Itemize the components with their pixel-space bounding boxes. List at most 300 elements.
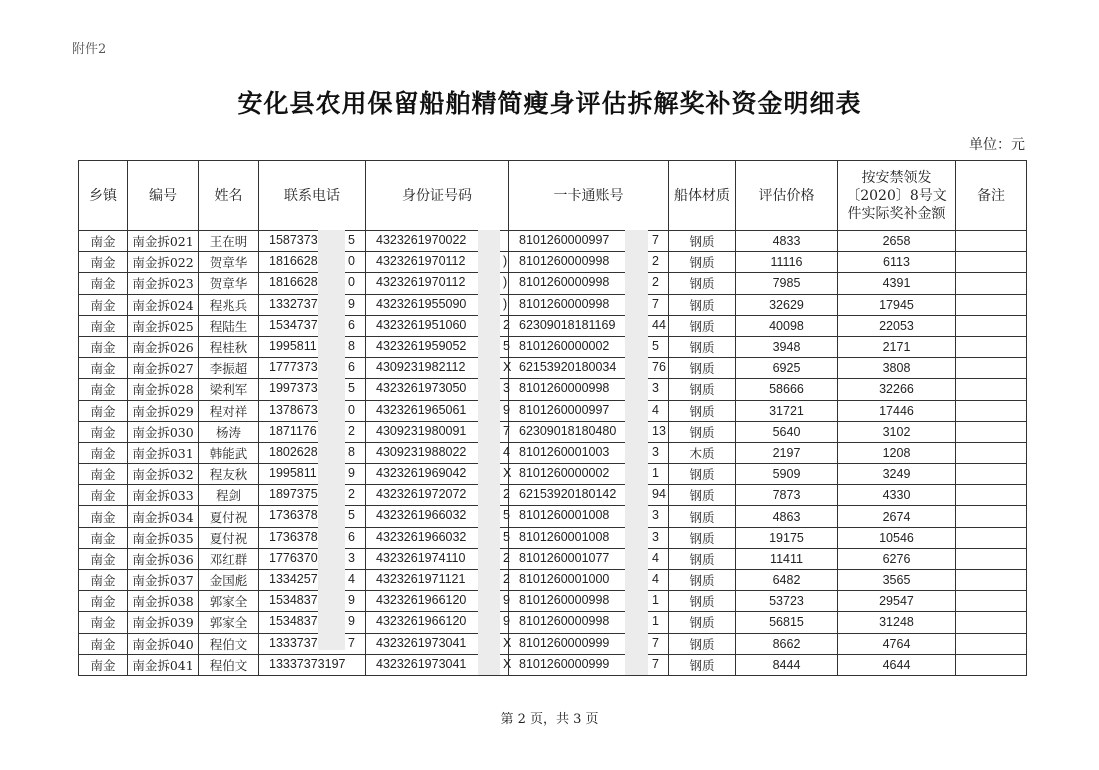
table-row [79,231,1027,252]
cell-note [956,294,1027,315]
idcard-visible-part: 4323261973041 [376,656,467,671]
table-row [79,442,1027,463]
cell-award: 6276 [838,548,956,569]
header-phone: 联系电话 [259,161,366,231]
award-table-container [78,160,1026,676]
cell-phone [259,231,366,252]
idcard-tail-part: 2 [503,550,510,565]
cell-price: 19175 [736,527,838,548]
cell-id: 南金拆021 [128,231,199,252]
cell-note [956,633,1027,654]
cell-id: 南金拆038 [128,591,199,612]
account-visible-part: 8101260001000 [519,572,610,586]
table-row [79,379,1027,400]
cell-name: 程兆兵 [199,294,259,315]
cell-material: 钢质 [669,273,736,294]
cell-phone [259,421,366,442]
cell-name: 邓红群 [199,548,259,569]
header-row [79,161,1027,231]
account-tail-part: 76 [652,360,666,375]
cell-town: 南金 [79,485,128,506]
idcard-tail-part: 9 [503,593,510,608]
idcard-tail-part: X [503,466,512,481]
account-tail-part: 7 [652,233,659,247]
cell-note [956,400,1027,421]
account-visible-part: 8101260000002 [519,466,610,481]
phone-tail-part: 5 [348,233,355,247]
idcard-visible-part: 4323261959052 [376,338,467,353]
cell-phone [259,464,366,485]
idcard-tail-part: 2 [503,317,510,332]
idcard-tail-part: ) [503,296,508,311]
cell-note [956,273,1027,294]
cell-award: 4644 [838,654,956,675]
idcard-visible-part: 4323261970112 [376,275,466,290]
cell-material: 钢质 [669,506,736,527]
cell-material: 钢质 [669,421,736,442]
account-visible-part: 8101260000998 [519,614,610,629]
cell-phone [259,570,366,591]
cell-award: 2658 [838,231,956,252]
cell-award: 17446 [838,400,956,421]
idcard-visible-part: 4323261966120 [376,593,467,608]
table-row [79,464,1027,485]
phone-visible-part: 13337373197 [269,656,346,671]
cell-price: 11116 [736,252,838,273]
cell-award: 29547 [838,591,956,612]
phone-tail-part: 6 [348,529,355,544]
phone-visible-part: 1816628 [269,254,318,269]
phone-visible-part: 1897375 [269,487,318,502]
idcard-tail-part: 9 [503,614,510,629]
account-tail-part: 4 [652,402,659,417]
cell-price: 31721 [736,400,838,421]
account-tail-part: 7 [652,635,659,650]
table-row [79,548,1027,569]
cell-phone [259,506,366,527]
idcard-visible-part: 4309231980091 [376,423,467,438]
cell-id: 南金拆030 [128,421,199,442]
cell-material: 钢质 [669,527,736,548]
cell-award: 6113 [838,252,956,273]
idcard-visible-part: 4323261973041 [376,635,467,650]
account-visible-part: 8101260000998 [519,296,610,311]
cell-note [956,570,1027,591]
cell-award: 4391 [838,273,956,294]
cell-town: 南金 [79,336,128,357]
cell-price: 53723 [736,591,838,612]
phone-tail-part: 6 [348,317,355,332]
cell-material: 钢质 [669,315,736,336]
cell-award: 3102 [838,421,956,442]
cell-price: 40098 [736,315,838,336]
cell-note [956,464,1027,485]
header-town: 乡镇 [79,161,128,231]
award-table [78,160,1027,676]
cell-note [956,231,1027,252]
phone-tail-part: 9 [348,466,355,481]
header-material: 船体材质 [669,161,736,231]
phone-visible-part: 1777373 [269,360,318,375]
cell-town: 南金 [79,548,128,569]
phone-tail-part: 0 [348,275,355,290]
phone-visible-part: 1587373 [269,233,318,247]
phone-visible-part: 1378673 [269,402,318,417]
account-visible-part: 8101260000999 [519,635,610,650]
idcard-tail-part: 7 [503,423,510,438]
cell-name: 程伯文 [199,633,259,654]
cell-price: 3948 [736,336,838,357]
cell-material: 钢质 [669,464,736,485]
cell-phone [259,294,366,315]
account-visible-part: 8101260001008 [519,529,610,544]
cell-phone [259,485,366,506]
cell-id: 南金拆029 [128,400,199,421]
cell-award: 3808 [838,358,956,379]
cell-name: 郭家全 [199,591,259,612]
account-tail-part: 1 [652,466,659,481]
cell-town: 南金 [79,464,128,485]
idcard-tail-part: 5 [503,529,510,544]
account-visible-part: 62153920180034 [519,360,617,375]
redaction-strip-phone [318,230,345,650]
cell-phone [259,273,366,294]
cell-award: 10546 [838,527,956,548]
account-visible-part: 8101260000997 [519,233,610,247]
table-row [79,294,1027,315]
cell-price: 58666 [736,379,838,400]
account-tail-part: 3 [652,444,659,459]
phone-visible-part: 1534837 [269,593,318,608]
phone-visible-part: 1995811 [269,466,317,481]
cell-note [956,379,1027,400]
account-tail-part: 4 [652,550,659,565]
idcard-visible-part: 4309231988022 [376,444,467,459]
cell-id: 南金拆022 [128,252,199,273]
cell-name: 金国彪 [199,570,259,591]
table-row [79,252,1027,273]
cell-id: 南金拆025 [128,315,199,336]
cell-id: 南金拆031 [128,442,199,463]
cell-material: 钢质 [669,294,736,315]
idcard-tail-part: 5 [503,338,510,353]
document-title: 安化县农用保留船舶精简瘦身评估拆解奖补资金明细表 [237,89,862,118]
account-visible-part: 8101260000998 [519,254,610,269]
cell-price: 56815 [736,612,838,633]
cell-id: 南金拆028 [128,379,199,400]
cell-town: 南金 [79,527,128,548]
phone-tail-part: 2 [348,487,355,502]
account-visible-part: 8101260000998 [519,593,610,608]
idcard-visible-part: 4323261966120 [376,614,467,629]
cell-id: 南金拆041 [128,654,199,675]
cell-price: 4833 [736,231,838,252]
cell-town: 南金 [79,273,128,294]
cell-name: 程对祥 [199,400,259,421]
cell-id: 南金拆033 [128,485,199,506]
phone-tail-part: 2 [348,423,355,438]
table-row [79,591,1027,612]
phone-visible-part: 1995811 [269,338,317,353]
phone-tail-part: 7 [348,635,355,650]
phone-tail-part: 8 [348,444,355,459]
header-price: 评估价格 [736,161,838,231]
cell-town: 南金 [79,421,128,442]
cell-price: 11411 [736,548,838,569]
cell-name: 郭家全 [199,612,259,633]
cell-name: 贺章华 [199,252,259,273]
table-row [79,400,1027,421]
cell-note [956,548,1027,569]
page-footer: 第 2 页，共 3 页 [500,712,599,727]
cell-price: 2197 [736,442,838,463]
phone-tail-part: 3 [348,550,355,565]
phone-visible-part: 1776370 [269,550,318,565]
cell-name: 杨涛 [199,421,259,442]
table-row [79,315,1027,336]
phone-visible-part: 1332737 [269,296,318,311]
idcard-tail-part: X [503,656,512,671]
cell-award: 4764 [838,633,956,654]
cell-note [956,252,1027,273]
account-tail-part: 3 [652,508,659,523]
phone-visible-part: 1736378 [269,529,318,544]
cell-material: 钢质 [669,548,736,569]
cell-material: 钢质 [669,400,736,421]
phone-visible-part: 1802628 [269,444,318,459]
account-visible-part: 8101260001077 [519,550,610,565]
cell-name: 李振超 [199,358,259,379]
phone-visible-part: 1736378 [269,508,318,523]
idcard-visible-part: 4323261970022 [376,233,467,247]
cell-id: 南金拆023 [128,273,199,294]
phone-tail-part: 4 [348,572,355,586]
cell-price: 8662 [736,633,838,654]
cell-material: 钢质 [669,612,736,633]
table-row [79,527,1027,548]
cell-town: 南金 [79,654,128,675]
cell-material: 钢质 [669,633,736,654]
unit-label: 单位：元 [969,137,1025,153]
account-tail-part: 3 [652,529,659,544]
cell-name: 韩能武 [199,442,259,463]
header-account: 一卡通账号 [509,161,669,231]
phone-visible-part: 1534737 [269,317,318,332]
account-tail-part: 2 [652,254,659,269]
cell-material: 钢质 [669,485,736,506]
idcard-tail-part: ) [503,275,508,290]
idcard-tail-part: 9 [503,402,510,417]
cell-id: 南金拆032 [128,464,199,485]
cell-note [956,591,1027,612]
cell-note [956,654,1027,675]
table-row [79,654,1027,675]
cell-award: 17945 [838,294,956,315]
redaction-strip-id-card [478,230,500,675]
phone-visible-part: 1534837 [269,614,318,629]
cell-id: 南金拆035 [128,527,199,548]
header-note: 备注 [956,161,1027,231]
cell-name: 王在明 [199,231,259,252]
idcard-tail-part: X [503,360,512,375]
cell-note [956,506,1027,527]
cell-award: 2171 [838,336,956,357]
table-row [79,336,1027,357]
cell-name: 夏付祝 [199,527,259,548]
cell-note [956,485,1027,506]
table-row [79,358,1027,379]
account-tail-part: 4 [652,572,659,586]
cell-award: 4330 [838,485,956,506]
cell-price: 7985 [736,273,838,294]
cell-phone [259,442,366,463]
cell-phone [259,252,366,273]
cell-phone [259,527,366,548]
cell-material: 钢质 [669,336,736,357]
cell-note [956,358,1027,379]
table-row [79,273,1027,294]
cell-price: 5640 [736,421,838,442]
cell-material: 钢质 [669,231,736,252]
cell-material: 钢质 [669,252,736,273]
cell-phone [259,400,366,421]
account-tail-part: 7 [652,656,659,671]
account-tail-part: 94 [652,487,666,502]
table-row [79,570,1027,591]
idcard-tail-part: 3 [503,381,510,396]
cell-phone [259,548,366,569]
header-number: 编号 [128,161,199,231]
table-body [79,231,1027,676]
cell-town: 南金 [79,633,128,654]
header-award: 按安禁领发〔2020〕8号文件实际奖补金额 [838,161,956,231]
redaction-strip-account [625,230,648,675]
attachment-label: 附件2 [72,42,107,57]
phone-tail-part: 5 [348,381,355,396]
cell-phone [259,633,366,654]
cell-town: 南金 [79,379,128,400]
cell-id: 南金拆040 [128,633,199,654]
cell-town: 南金 [79,315,128,336]
cell-material: 钢质 [669,654,736,675]
cell-name: 程友秋 [199,464,259,485]
idcard-tail-part: 2 [503,572,510,586]
account-tail-part: 7 [652,296,659,311]
idcard-visible-part: 4323261973050 [376,381,467,396]
idcard-tail-part: 4 [503,444,510,459]
table-row [79,421,1027,442]
cell-id: 南金拆026 [128,336,199,357]
cell-phone [259,591,366,612]
cell-award: 22053 [838,315,956,336]
cell-phone [259,336,366,357]
phone-visible-part: 1333737 [269,635,318,650]
cell-name: 夏付祝 [199,506,259,527]
idcard-tail-part: X [503,635,512,650]
account-visible-part: 8101260000997 [519,402,610,417]
cell-award: 3565 [838,570,956,591]
cell-phone [259,315,366,336]
cell-material: 木质 [669,442,736,463]
account-visible-part: 8101260000998 [519,381,610,396]
account-tail-part: 44 [652,317,666,332]
phone-tail-part: 8 [348,338,355,353]
account-tail-part: 1 [652,593,659,608]
cell-name: 程伯文 [199,654,259,675]
idcard-visible-part: 4323261969042 [376,466,467,481]
cell-id: 南金拆039 [128,612,199,633]
cell-material: 钢质 [669,570,736,591]
cell-price: 6482 [736,570,838,591]
idcard-visible-part: 4323261972072 [376,487,467,502]
cell-award: 2674 [838,506,956,527]
account-tail-part: 5 [652,338,659,353]
cell-award: 31248 [838,612,956,633]
cell-award: 32266 [838,379,956,400]
idcard-visible-part: 4323261966032 [376,508,467,523]
cell-award: 1208 [838,442,956,463]
header-id-card: 身份证号码 [366,161,509,231]
cell-name: 程桂秋 [199,336,259,357]
phone-tail-part: 9 [348,593,355,608]
table-row [79,485,1027,506]
phone-tail-part: 0 [348,402,355,417]
idcard-visible-part: 4323261951060 [376,317,467,332]
cell-town: 南金 [79,506,128,527]
cell-id: 南金拆027 [128,358,199,379]
cell-note [956,527,1027,548]
cell-town: 南金 [79,252,128,273]
account-visible-part: 62309018181169 [519,317,616,332]
cell-town: 南金 [79,231,128,252]
cell-material: 钢质 [669,358,736,379]
idcard-visible-part: 4323261955090 [376,296,467,311]
phone-tail-part: 5 [348,508,355,523]
cell-town: 南金 [79,400,128,421]
idcard-visible-part: 4323261971121 [376,572,466,586]
cell-id: 南金拆024 [128,294,199,315]
cell-price: 32629 [736,294,838,315]
account-visible-part: 8101260000998 [519,275,610,290]
cell-name: 梁利军 [199,379,259,400]
account-tail-part: 13 [652,423,666,438]
idcard-tail-part: 5 [503,508,510,523]
cell-price: 8444 [736,654,838,675]
cell-town: 南金 [79,612,128,633]
cell-id: 南金拆037 [128,570,199,591]
idcard-visible-part: 4323261966032 [376,529,467,544]
cell-town: 南金 [79,358,128,379]
cell-phone [259,612,366,633]
phone-visible-part: 1871176 [269,423,317,438]
cell-town: 南金 [79,294,128,315]
phone-visible-part: 1997373 [269,381,318,396]
cell-town: 南金 [79,442,128,463]
cell-price: 7873 [736,485,838,506]
account-tail-part: 3 [652,381,659,396]
phone-tail-part: 6 [348,360,355,375]
cell-town: 南金 [79,570,128,591]
account-tail-part: 1 [652,614,659,629]
phone-tail-part: 9 [348,296,355,311]
account-visible-part: 8101260001008 [519,508,610,523]
cell-price: 6925 [736,358,838,379]
idcard-visible-part: 4323261965061 [376,402,467,417]
table-row [79,612,1027,633]
table-row [79,506,1027,527]
phone-visible-part: 1816628 [269,275,318,290]
cell-price: 4863 [736,506,838,527]
